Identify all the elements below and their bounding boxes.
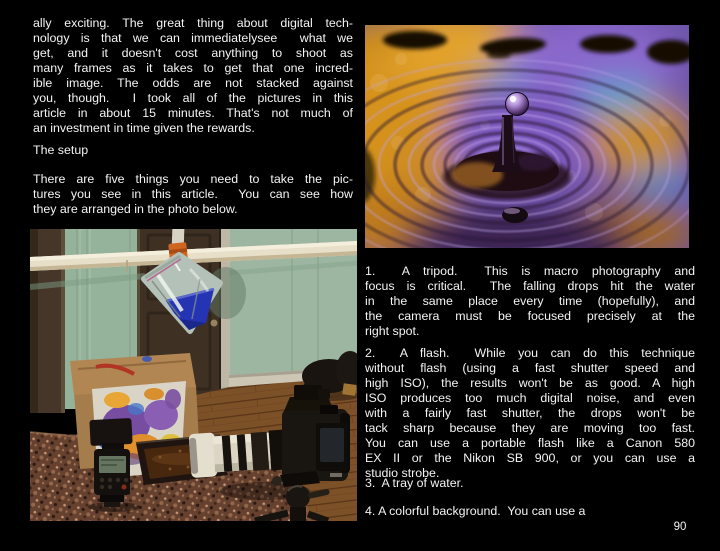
text-line: 1. A tripod. This is macro photography and [365, 264, 695, 278]
text-line: right spot. [365, 324, 420, 338]
page-number: 90 [673, 521, 687, 533]
text-line: many frames as it takes to get that one incred- [33, 61, 353, 75]
list-item-tripod [365, 264, 695, 339]
list-item-background: 4. A colorful background. You can use a [365, 504, 586, 518]
text-line: studio strobe. [365, 466, 440, 480]
text-line: article in about 15 minutes. That's not much of [33, 106, 353, 120]
text-line: You can use a portable flash like a Canon 580 [365, 436, 695, 450]
setup-paragraph [33, 172, 353, 217]
text-line: tack sharp because they are moving too fast. [365, 421, 695, 435]
list-item-flash [365, 346, 695, 481]
text-line: 2. A flash. While you can do this technique [365, 346, 695, 360]
list-item-tray: 3. A tray of water. [365, 476, 464, 490]
text-line: they are arranged in the photo below. [33, 202, 238, 216]
setup-photo [30, 229, 357, 521]
text-line: nology is that we can immediatelysee what we [33, 31, 353, 45]
section-heading: The setup [33, 143, 89, 157]
text-line: There are five things you need to take the pic- [33, 172, 353, 186]
intro-paragraph [33, 16, 353, 136]
water-drop-photo [365, 25, 689, 248]
text-line: an investment in time given the rewards. [33, 121, 255, 135]
text-line: tures you see in this article. You can see how [33, 187, 353, 201]
secondary-droplet [502, 207, 528, 223]
text-line: get, and it doesn't cost anything to shoot as [33, 46, 353, 60]
falling-droplet [506, 93, 529, 116]
text-line: in the same place every time (hopefully), and [365, 294, 695, 308]
text-line: ISO produces too much digital noise, and even [365, 391, 695, 405]
text-line: without flash (using a fast shutter speed and [365, 361, 695, 375]
text-line: with a fairly fast shutter, the drops won't be [365, 406, 695, 420]
text-line: the camera must be focused precisely at the [365, 309, 695, 323]
text-line: ally exciting. The great thing about digital tech- [33, 16, 353, 30]
text-line: focus is critical. The falling drops hit the water [365, 279, 695, 293]
text-line: ible image. The odds are not stacked against [33, 76, 353, 90]
text-line: EX II or the Nikon SB 900, or you can use a [365, 451, 695, 465]
text-line: you, though. I took all of the pictures in this [33, 91, 353, 105]
text-line: high ISO), the results won't be as good. A high [365, 376, 695, 390]
